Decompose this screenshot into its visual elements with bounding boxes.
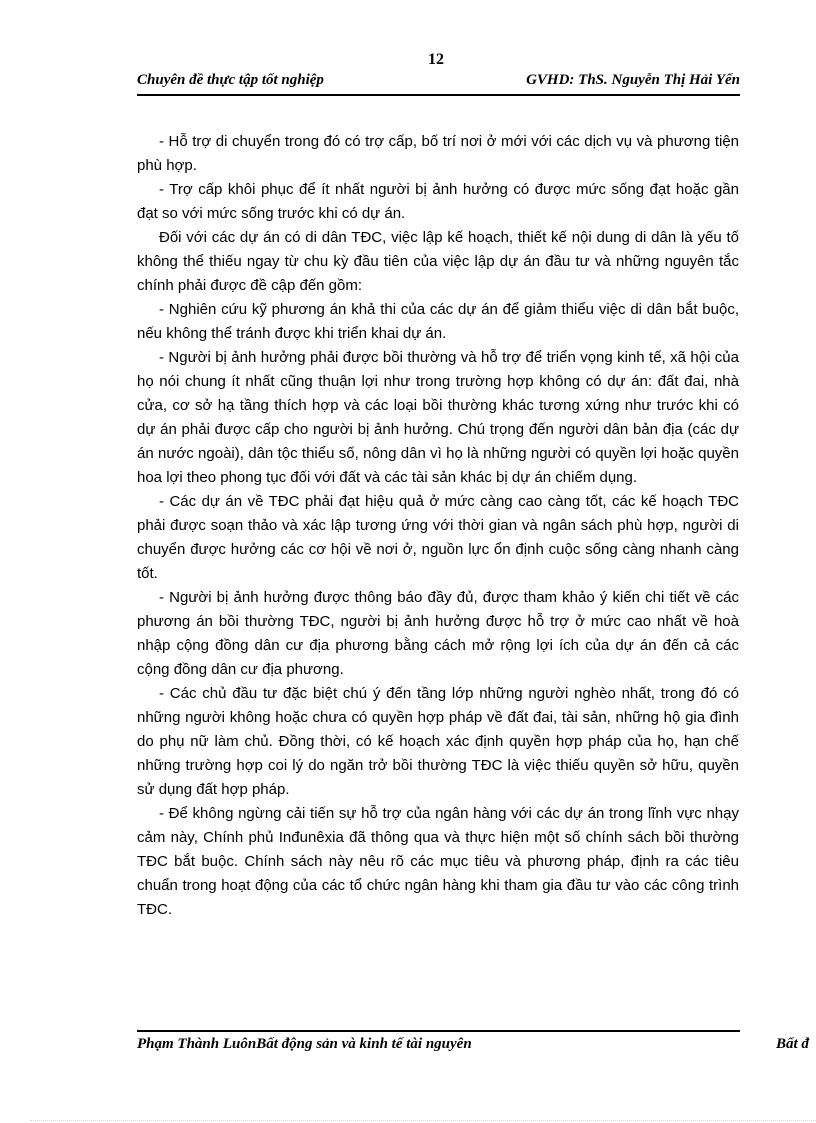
footer-author: Phạm Thành LuônBất động sản và kinh tế tài nguyên [137, 1036, 472, 1052]
paragraph: - Người bị ảnh hưởng phải được bồi thường và hỗ trợ để triển vọng kinh tế, xã hội của họ nói chung ít nhất cũng thuận lợi như trong trường hợp không có dự án: đất đai, nhà cửa, cơ sở hạ tầng thích hợp và các loại bồi thường khác tương xứng như trước khi có dự án phải được cấp cho người bị ảnh hưởng. Chú trọng đến người dân bản địa (các dự án nước ngoài), dân tộc thiểu số, nông dân vì họ là những người có quyền lợi hoặc quyền hoa lợi theo phong tục đối với đất và các tài sản khác bị dự án chiếm dụng. [137, 349, 739, 486]
paragraph: - Người bị ảnh hưởng được thông báo đầy đủ, được tham khảo ý kiến chi tiết về các phương án bồi thường TĐC, người bị ảnh hưởng được hỗ trợ ở mức cao nhất về hoà nhập cộng đồng dân cư địa phương bằng cách mở rộng lợi ích của dự án đến cả các cộng đồng dân cư địa phương. [137, 589, 739, 678]
page-header [137, 72, 740, 94]
footer-truncated-text: Bất đ [776, 1036, 809, 1052]
page-number: 12 [428, 51, 444, 68]
paragraph: - Hỗ trợ di chuyển trong đó có trợ cấp, bố trí nơi ở mới với các dịch vụ và phương tiện phù hợp. [137, 133, 739, 174]
body-text [137, 130, 739, 922]
paragraph: - Các chủ đầu tư đặc biệt chú ý đến tầng lớp những người nghèo nhất, trong đó có những người không hoặc chưa có quyền hợp pháp về đất đai, tài sản, những hộ gia đình do phụ nữ làm chủ. Đồng thời, có kế hoạch xác định quyền hợp pháp của họ, hạn chế những trường hợp coi lý do ngăn trở bồi thường TĐC là việc thiếu quyền sở hữu, quyền sử dụng đất hợp pháp. [137, 685, 739, 798]
paragraph: Đối với các dự án có di dân TĐC, việc lập kế hoạch, thiết kế nội dung di dân là yếu tố không thể thiếu ngay từ chu kỳ đầu tiên của việc lập dự án đầu tư và những nguyên tắc chính phải được đề cập đến gồm: [137, 229, 739, 294]
page-bottom-edge [30, 1120, 816, 1121]
paragraph: - Trợ cấp khôi phục để ít nhất người bị ảnh hưởng có được mức sống đạt hoặc gần đạt so với mức sống trước khi có dự án. [137, 181, 739, 222]
header-supervisor: GVHD: ThS. Nguyễn Thị Hải Yến [526, 72, 740, 88]
paragraph: - Để không ngừng cải tiến sự hỗ trợ của ngân hàng với các dự án trong lĩnh vực nhạy cảm này, Chính phủ Inđunêxia đã thông qua và thực hiện một số chính sách bồi thường TĐC bắt buộc. Chính sách này nêu rõ các mục tiêu và phương pháp, định ra các tiêu chuẩn trong hoạt động của các tổ chức ngân hàng khi tham gia đầu tư vào các công trình TĐC. [137, 805, 739, 918]
paragraph: - Nghiên cứu kỹ phương án khả thi của các dự án để giảm thiểu việc di dân bắt buộc, nếu không thể tránh được khi triển khai dự án. [137, 301, 739, 342]
header-divider [137, 94, 740, 96]
header-course-title: Chuyên đề thực tập tốt nghiệp [137, 72, 324, 88]
page-footer [137, 1036, 816, 1058]
paragraph: - Các dự án về TĐC phải đạt hiệu quả ở mức càng cao càng tốt, các kế hoạch TĐC phải được soạn thảo và xác lập tương ứng với thời gian và ngân sách phù hợp, người di chuyển được hưởng các cơ hội về nơi ở, nguồn lực ổn định cuộc sống càng nhanh càng tốt. [137, 493, 739, 582]
footer-divider [137, 1030, 740, 1032]
